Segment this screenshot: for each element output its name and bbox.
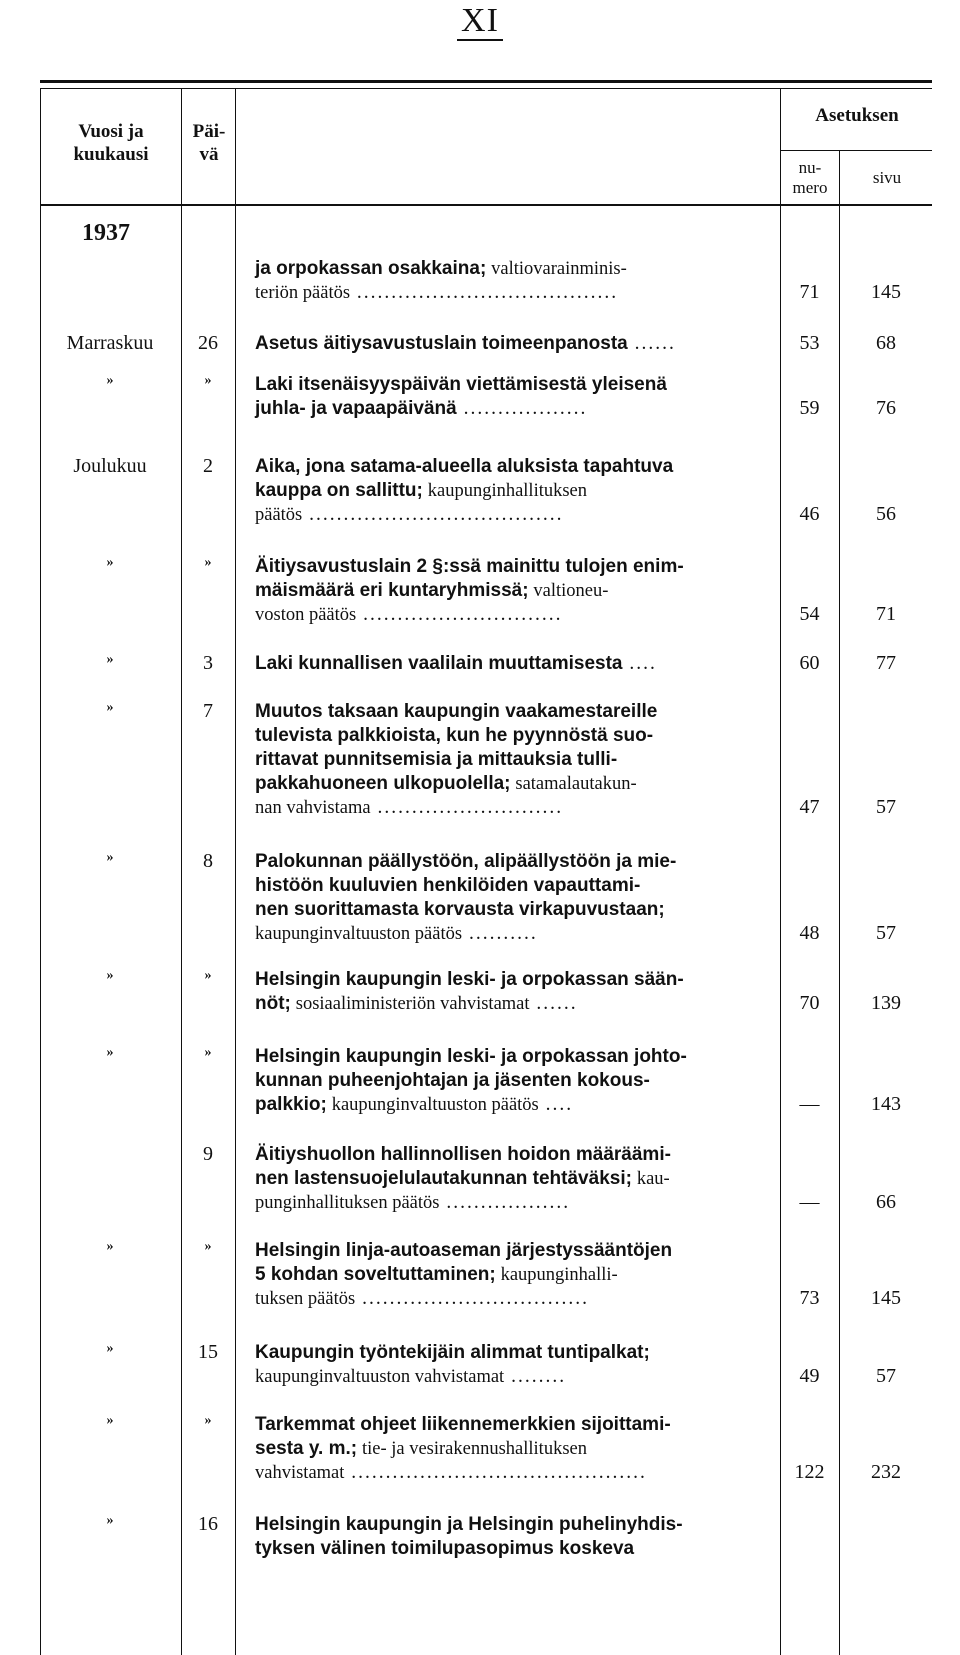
entry-text: [255, 1341, 777, 1389]
entry-text: [255, 850, 777, 946]
leader-dots: .............................: [356, 604, 563, 625]
entry-source-text: teriön päätös: [255, 283, 351, 303]
entry-title-text: Kaupungin työntekijäin alimmat tuntipalkat;: [255, 1342, 650, 1363]
entry-line: [255, 455, 777, 479]
entry-text: [255, 332, 777, 356]
entry-line: [255, 1437, 777, 1461]
page-ref: 76: [876, 397, 896, 419]
day-cell: 2: [203, 455, 213, 477]
leader-dots: ........: [504, 1366, 567, 1387]
entry-line: [255, 1413, 777, 1437]
month-cell: »: [106, 700, 114, 715]
day-cell: 7: [203, 700, 213, 722]
leader-dots: ...........................: [370, 797, 564, 818]
entry-line: [255, 373, 777, 397]
header-sivu: sivu: [872, 168, 902, 187]
leader-dots: .................................: [355, 1288, 589, 1309]
entry-title-text: nen lastensuojelulautakunnan tehtäväksi;: [255, 1168, 632, 1189]
entry-line: [255, 603, 777, 627]
day-cell: 15: [198, 1341, 218, 1363]
leader-dots: ....: [538, 1094, 574, 1115]
decree-number: 46: [799, 503, 820, 525]
entry-source-text: valtioneu-: [533, 581, 609, 601]
entry-line: [255, 1045, 777, 1069]
entry-source-text: kaupunginhallituksen: [427, 481, 588, 501]
month-cell: Marraskuu: [66, 332, 154, 354]
leader-dots: .....................................: [302, 504, 564, 525]
entry-title-text: Äitiysavustuslain 2 §:ssä mainittu tulojen enim-: [255, 556, 684, 577]
entry-text: [255, 1513, 777, 1561]
entry-text: [255, 455, 777, 527]
header-asetuksen: Asetuksen: [815, 105, 899, 126]
month-cell: »: [106, 1341, 114, 1356]
month-cell: »: [106, 1413, 114, 1428]
decree-number: 70: [799, 992, 820, 1014]
leader-dots: ......: [627, 333, 676, 354]
entry-text: [255, 555, 777, 627]
entry-source-text: tie- ja vesirakennushallituksen: [361, 1439, 587, 1459]
entry-source-text: voston päätös: [255, 605, 357, 625]
entry-title-text: Helsingin kaupungin leski- ja orpokassan johto-: [255, 1046, 687, 1067]
entry-text: [255, 968, 777, 1016]
entry-line: [255, 1239, 777, 1263]
entry-line: [255, 922, 777, 946]
leader-dots: ....: [622, 653, 657, 674]
leader-dots: ..........: [462, 923, 538, 944]
entry-title-text: ja orpokassan osakkaina;: [255, 258, 487, 279]
entry-source-text: vahvistamat: [255, 1463, 345, 1483]
decree-number: 49: [799, 1365, 820, 1387]
day-cell: 9: [203, 1143, 213, 1165]
entry-title-text: nen suorittamasta korvausta virkapuvustaan;: [255, 899, 665, 920]
month-cell: »: [106, 555, 114, 570]
entry-title-text: Laki kunnallisen vaalilain muuttamisesta: [255, 653, 623, 674]
header-day: Päi- vä: [192, 121, 226, 165]
month-cell: »: [106, 373, 114, 388]
decree-number: 47: [799, 796, 820, 818]
entry-line: [255, 1143, 777, 1167]
entry-source-text: tuksen päätös: [255, 1289, 356, 1309]
decree-number: 48: [799, 922, 820, 944]
entry-title-text: Asetus äitiysavustuslain toimeenpanosta: [255, 333, 628, 354]
entry-title-text: pakkahuoneen ulkopuolella;: [255, 773, 511, 794]
entry-line: [255, 796, 777, 820]
page-ref: 57: [876, 1365, 896, 1387]
page-ref: 232: [871, 1461, 901, 1483]
entry-source-text: satamalautakun-: [515, 774, 637, 794]
entry-line: [255, 503, 777, 527]
entry-source-text: valtiovarainminis-: [491, 259, 627, 279]
entry-title-text: Helsingin kaupungin ja Helsingin puhelinyhdis-: [255, 1514, 683, 1535]
entry-line: [255, 652, 777, 676]
day-cell: »: [204, 1045, 212, 1060]
column-divider-page: [839, 150, 840, 1655]
entry-line: [255, 850, 777, 874]
month-cell: »: [106, 850, 114, 865]
entry-title-text: 5 kohdan soveltuttaminen;: [255, 1264, 496, 1285]
page-ref: 77: [876, 652, 896, 674]
decree-number: 71: [799, 281, 820, 303]
entry-line: [255, 579, 777, 603]
day-cell: »: [204, 373, 212, 388]
month-cell: »: [106, 1513, 114, 1528]
day-cell: 3: [203, 652, 213, 674]
column-divider-text: [235, 88, 236, 1655]
entry-line: [255, 898, 777, 922]
entry-title-text: tulevista palkkioista, kun he pyynnöstä suo-: [255, 725, 654, 746]
entry-title-text: nöt;: [255, 993, 291, 1014]
day-cell: 26: [198, 332, 218, 354]
month-cell: »: [106, 1045, 114, 1060]
header-rule-thin: [40, 88, 932, 89]
entry-source-text: kaupunginvaltuuston vahvistamat: [255, 1367, 505, 1387]
entry-title-text: Aika, jona satama-alueella aluksista tapahtuva: [255, 456, 674, 477]
entry-title-text: kunnan puheenjohtajan ja jäsenten kokous-: [255, 1070, 650, 1091]
entry-source-text: kau-: [636, 1169, 670, 1189]
leader-dots: ...........................................: [344, 1462, 647, 1483]
entry-source-text: kaupunginvaltuuston päätös: [331, 1095, 539, 1115]
page-ref: 143: [871, 1093, 901, 1115]
subheader-rule: [780, 150, 932, 151]
page-ref: 145: [871, 1287, 901, 1309]
header-year-month: Vuosi ja kuukausi: [73, 121, 149, 165]
month-cell: »: [106, 652, 114, 667]
entry-title-text: Muutos taksaan kaupungin vaakamestareille: [255, 701, 658, 722]
entry-line: [255, 992, 777, 1016]
entry-text: [255, 373, 777, 421]
decree-number: 122: [794, 1461, 825, 1483]
decree-number: 60: [799, 652, 820, 674]
page-ref: 57: [876, 922, 896, 944]
header-bottom-rule: [40, 204, 932, 206]
leader-dots: ..................: [439, 1192, 571, 1213]
entry-line: [255, 1263, 777, 1287]
entry-line: [255, 397, 777, 421]
page-number: XI: [0, 2, 960, 40]
entry-line: [255, 257, 777, 281]
day-cell: 16: [198, 1513, 218, 1535]
leader-dots: ......................................: [350, 282, 619, 303]
entry-line: [255, 281, 777, 305]
entry-source-text: kaupunginvaltuuston päätös: [255, 924, 463, 944]
day-cell: 8: [203, 850, 213, 872]
entry-line: [255, 1341, 777, 1365]
entry-source-text: päätös: [255, 505, 303, 525]
entry-title-text: tyksen välinen toimilupasopimus koskeva: [255, 1538, 635, 1559]
entry-text: [255, 652, 777, 676]
entry-text: [255, 700, 777, 820]
entry-title-text: kauppa on sallittu;: [255, 480, 423, 501]
entry-line: [255, 1167, 777, 1191]
page-ref: 71: [876, 603, 896, 625]
page-ref: 66: [876, 1191, 896, 1213]
entry-line: [255, 700, 777, 724]
entry-line: [255, 1191, 777, 1215]
month-cell: Joulukuu: [73, 455, 147, 477]
day-cell: »: [204, 555, 212, 570]
entry-text: [255, 1143, 777, 1215]
entry-title-text: Tarkemmat ohjeet liikennemerkkien sijoittami-: [255, 1414, 671, 1435]
decree-number: 59: [799, 397, 820, 419]
entry-line: [255, 1513, 777, 1537]
page-ref: 56: [876, 503, 896, 525]
decree-number: —: [799, 1093, 820, 1115]
month-cell: »: [106, 1239, 114, 1254]
entry-text: [255, 1045, 777, 1117]
entry-title-text: Palokunnan päällystöön, alipäällystöön ja mie-: [255, 851, 677, 872]
entry-title-text: rittavat punnitsemisia ja mittauksia tulli-: [255, 749, 618, 770]
page-ref: 57: [876, 796, 896, 818]
entry-text: [255, 1239, 777, 1311]
page-ref: 139: [871, 992, 901, 1014]
entry-title-text: Laki itsenäisyyspäivän viettämisestä yleisenä: [255, 374, 667, 395]
day-cell: »: [204, 968, 212, 983]
column-divider-number: [780, 88, 781, 1655]
page-ref: 68: [876, 332, 896, 354]
entry-source-text: sosiaaliministeriön vahvistamat: [295, 994, 530, 1014]
entry-line: [255, 968, 777, 992]
entry-line: [255, 555, 777, 579]
entry-line: [255, 1537, 777, 1561]
entry-line: [255, 1093, 777, 1117]
entry-title-text: sesta y. m.;: [255, 1438, 358, 1459]
entry-line: [255, 748, 777, 772]
decree-number: 53: [799, 332, 820, 354]
entry-line: [255, 332, 777, 356]
header-numero: nu- mero: [792, 158, 828, 197]
entry-line: [255, 1287, 777, 1311]
entry-line: [255, 874, 777, 898]
day-cell: »: [204, 1413, 212, 1428]
year-label: 1937: [82, 220, 130, 246]
decree-number: 73: [799, 1287, 820, 1309]
entry-title-text: Äitiyshuollon hallinnollisen hoidon määräämi-: [255, 1144, 671, 1165]
header-rule: [40, 80, 932, 83]
entry-source-text: kaupunginhalli-: [500, 1265, 618, 1285]
decree-number: 54: [799, 603, 820, 625]
entry-source-text: nan vahvistama: [255, 798, 371, 818]
entry-text: [255, 1413, 777, 1485]
entry-title-text: palkkio;: [255, 1094, 327, 1115]
entry-line: [255, 1365, 777, 1389]
decree-number: —: [799, 1191, 820, 1213]
entry-line: [255, 724, 777, 748]
entry-title-text: mäismäärä eri kuntaryhmissä;: [255, 580, 529, 601]
entry-text: [255, 257, 777, 305]
entry-line: [255, 1069, 777, 1093]
entry-title-text: histöön kuuluvien henkilöiden vapauttami-: [255, 875, 641, 896]
day-cell: »: [204, 1239, 212, 1254]
entry-title-text: juhla- ja vapaapäivänä: [255, 398, 457, 419]
entry-line: [255, 1461, 777, 1485]
month-cell: »: [106, 968, 114, 983]
entry-title-text: Helsingin kaupungin leski- ja orpokassan sään-: [255, 969, 684, 990]
page-ref: 145: [871, 281, 901, 303]
entry-title-text: Helsingin linja-autoaseman järjestyssääntöjen: [255, 1240, 673, 1261]
leader-dots: ......: [529, 993, 578, 1014]
entry-line: [255, 479, 777, 503]
entry-source-text: punginhallituksen päätös: [255, 1193, 440, 1213]
entry-line: [255, 772, 777, 796]
leader-dots: ..................: [456, 398, 588, 419]
